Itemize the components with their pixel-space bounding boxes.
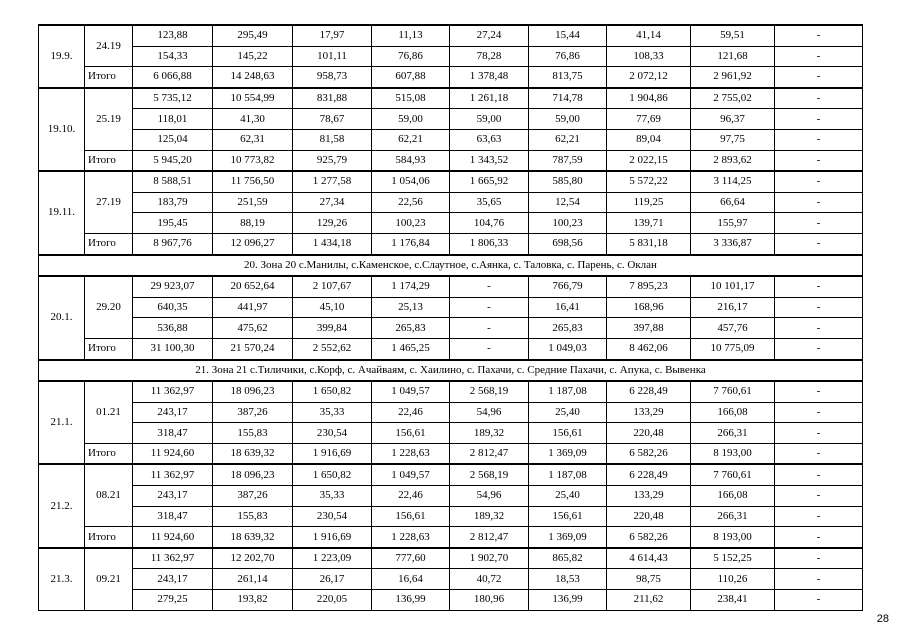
value-cell: 123,88 (133, 25, 213, 46)
value-cell: 101,11 (293, 46, 372, 67)
total-label: Итого (85, 67, 133, 88)
table-row (39, 171, 863, 192)
value-cell: - (775, 402, 863, 423)
value-cell: 78,67 (293, 109, 372, 130)
value-cell: 11 756,50 (213, 171, 293, 192)
table-body (39, 25, 863, 610)
table-row (39, 213, 863, 234)
total-value-cell: - (775, 443, 863, 464)
total-row (39, 67, 863, 88)
value-cell: 243,17 (133, 569, 213, 590)
subgroup-label: 01.21 (85, 381, 133, 443)
total-value-cell: 2 893,62 (691, 150, 775, 171)
value-cell: 125,04 (133, 129, 213, 150)
total-value-cell: 21 570,24 (213, 338, 293, 359)
table-row (39, 590, 863, 611)
value-cell: 129,26 (293, 213, 372, 234)
value-cell: 183,79 (133, 192, 213, 213)
value-cell: 220,05 (293, 590, 372, 611)
value-cell: 7 760,61 (691, 464, 775, 485)
total-label: Итого (85, 527, 133, 548)
value-cell: - (775, 276, 863, 297)
total-value-cell: 1 465,25 (372, 338, 450, 359)
value-cell: 118,01 (133, 109, 213, 130)
value-cell: - (775, 486, 863, 507)
value-cell: 1 650,82 (293, 464, 372, 485)
value-cell: 108,33 (607, 46, 691, 67)
value-cell: 295,49 (213, 25, 293, 46)
total-value-cell: 5 831,18 (607, 233, 691, 254)
total-value-cell: 18 639,32 (213, 527, 293, 548)
table-row (39, 129, 863, 150)
value-cell: 1 049,57 (372, 381, 450, 402)
subgroup-label: 29.20 (85, 276, 133, 338)
value-cell: 2 107,67 (293, 276, 372, 297)
value-cell: 266,31 (691, 506, 775, 527)
table-row (39, 109, 863, 130)
value-cell: 62,21 (529, 129, 607, 150)
value-cell: 8 588,51 (133, 171, 213, 192)
table-row (39, 548, 863, 569)
value-cell: 6 228,49 (607, 464, 691, 485)
value-cell: 20 652,64 (213, 276, 293, 297)
value-cell: - (775, 297, 863, 318)
subgroup-label: 25.19 (85, 88, 133, 150)
value-cell: 777,60 (372, 548, 450, 569)
value-cell: 251,59 (213, 192, 293, 213)
value-cell: 121,68 (691, 46, 775, 67)
value-cell: 7 895,23 (607, 276, 691, 297)
value-cell: 35,33 (293, 486, 372, 507)
value-cell: 18 096,23 (213, 464, 293, 485)
value-cell: 220,48 (607, 423, 691, 444)
value-cell: 2 568,19 (450, 381, 529, 402)
total-value-cell: 6 582,26 (607, 443, 691, 464)
value-cell: 35,65 (450, 192, 529, 213)
value-cell: 243,17 (133, 486, 213, 507)
value-cell: 166,08 (691, 402, 775, 423)
total-value-cell: 1 916,69 (293, 527, 372, 548)
value-cell: 139,71 (607, 213, 691, 234)
group-label: 21.3. (39, 548, 85, 610)
value-cell: 6 228,49 (607, 381, 691, 402)
value-cell: 1 174,29 (372, 276, 450, 297)
value-cell: 155,83 (213, 506, 293, 527)
table-row (39, 192, 863, 213)
value-cell: 1 223,09 (293, 548, 372, 569)
value-cell: 18,53 (529, 569, 607, 590)
total-value-cell: 1 343,52 (450, 150, 529, 171)
total-value-cell: 787,59 (529, 150, 607, 171)
value-cell: 11 362,97 (133, 381, 213, 402)
value-cell: 238,41 (691, 590, 775, 611)
value-cell: 62,21 (372, 129, 450, 150)
value-cell: 1 904,86 (607, 88, 691, 109)
subgroup-label: 27.19 (85, 171, 133, 233)
value-cell: - (450, 318, 529, 339)
value-cell: 5 572,22 (607, 171, 691, 192)
total-value-cell: - (775, 150, 863, 171)
total-value-cell: 10 775,09 (691, 338, 775, 359)
subgroup-label: 24.19 (85, 25, 133, 67)
table-row (39, 25, 863, 46)
total-value-cell: 31 100,30 (133, 338, 213, 359)
value-cell: 397,88 (607, 318, 691, 339)
value-cell: 5 152,25 (691, 548, 775, 569)
total-label: Итого (85, 150, 133, 171)
total-value-cell: 1 369,09 (529, 527, 607, 548)
value-cell: 156,61 (529, 423, 607, 444)
value-cell: 136,99 (372, 590, 450, 611)
total-value-cell: 11 924,60 (133, 527, 213, 548)
total-value-cell: - (775, 338, 863, 359)
value-cell: 714,78 (529, 88, 607, 109)
value-cell: 59,00 (372, 109, 450, 130)
value-cell: 97,75 (691, 129, 775, 150)
value-cell: 11,13 (372, 25, 450, 46)
value-cell: 45,10 (293, 297, 372, 318)
value-cell: 62,31 (213, 129, 293, 150)
total-value-cell: 2 812,47 (450, 443, 529, 464)
value-cell: 1 650,82 (293, 381, 372, 402)
total-value-cell: 8 462,06 (607, 338, 691, 359)
value-cell: 11 362,97 (133, 548, 213, 569)
value-cell: 16,41 (529, 297, 607, 318)
value-cell: - (775, 88, 863, 109)
value-cell: 27,24 (450, 25, 529, 46)
value-cell: 865,82 (529, 548, 607, 569)
value-cell: 166,08 (691, 486, 775, 507)
value-cell: 41,30 (213, 109, 293, 130)
total-value-cell: 607,88 (372, 67, 450, 88)
value-cell: 279,25 (133, 590, 213, 611)
value-cell: - (775, 46, 863, 67)
value-cell: 104,76 (450, 213, 529, 234)
zone-header-row (39, 360, 863, 382)
value-cell: 831,88 (293, 88, 372, 109)
total-value-cell: - (775, 67, 863, 88)
value-cell: 11 362,97 (133, 464, 213, 485)
value-cell: 76,86 (372, 46, 450, 67)
total-value-cell: 8 193,00 (691, 527, 775, 548)
value-cell: - (775, 171, 863, 192)
value-cell: 22,46 (372, 402, 450, 423)
value-cell: 59,00 (529, 109, 607, 130)
value-cell: 96,37 (691, 109, 775, 130)
subgroup-label: 09.21 (85, 548, 133, 610)
value-cell: 265,83 (529, 318, 607, 339)
total-value-cell: 958,73 (293, 67, 372, 88)
value-cell: - (775, 318, 863, 339)
value-cell: 1 261,18 (450, 88, 529, 109)
value-cell: 22,56 (372, 192, 450, 213)
total-value-cell: 6 066,88 (133, 67, 213, 88)
value-cell: - (775, 213, 863, 234)
zone-title: 20. Зона 20 с.Манилы, с.Каменское, с.Слаутное, с.Аянка, с. Таловка, с. Парень, с. Оклан (39, 255, 863, 277)
value-cell: 387,26 (213, 402, 293, 423)
value-cell: 81,58 (293, 129, 372, 150)
value-cell: 110,26 (691, 569, 775, 590)
total-row (39, 338, 863, 359)
group-label: 19.10. (39, 88, 85, 171)
value-cell: 26,17 (293, 569, 372, 590)
value-cell: - (775, 464, 863, 485)
value-cell: 54,96 (450, 402, 529, 423)
table-row (39, 381, 863, 402)
total-value-cell: 8 967,76 (133, 233, 213, 254)
total-value-cell: 1 806,33 (450, 233, 529, 254)
value-cell: 155,97 (691, 213, 775, 234)
table-row (39, 423, 863, 444)
value-cell: 12 202,70 (213, 548, 293, 569)
value-cell: 27,34 (293, 192, 372, 213)
total-value-cell: 2 072,12 (607, 67, 691, 88)
value-cell: 76,86 (529, 46, 607, 67)
tariff-table (38, 24, 863, 611)
total-value-cell: 1 369,09 (529, 443, 607, 464)
total-value-cell: 6 582,26 (607, 527, 691, 548)
group-label: 19.11. (39, 171, 85, 254)
value-cell: 119,25 (607, 192, 691, 213)
total-label: Итого (85, 443, 133, 464)
value-cell: - (775, 506, 863, 527)
value-cell: 216,17 (691, 297, 775, 318)
total-value-cell: 584,93 (372, 150, 450, 171)
value-cell: 35,33 (293, 402, 372, 423)
table-row (39, 88, 863, 109)
value-cell: 318,47 (133, 423, 213, 444)
value-cell: 1 054,06 (372, 171, 450, 192)
value-cell: 441,97 (213, 297, 293, 318)
total-value-cell: 14 248,63 (213, 67, 293, 88)
total-row (39, 233, 863, 254)
value-cell: 10 554,99 (213, 88, 293, 109)
total-value-cell: 2 961,92 (691, 67, 775, 88)
value-cell: 17,97 (293, 25, 372, 46)
total-value-cell: - (450, 338, 529, 359)
value-cell: 261,14 (213, 569, 293, 590)
total-value-cell: 1 228,63 (372, 527, 450, 548)
value-cell: 155,83 (213, 423, 293, 444)
group-label: 21.1. (39, 381, 85, 464)
value-cell: 168,96 (607, 297, 691, 318)
value-cell: 156,61 (372, 423, 450, 444)
value-cell: 766,79 (529, 276, 607, 297)
value-cell: - (775, 569, 863, 590)
value-cell: 536,88 (133, 318, 213, 339)
value-cell: 100,23 (529, 213, 607, 234)
group-label: 19.9. (39, 25, 85, 88)
value-cell: 133,29 (607, 402, 691, 423)
value-cell: 387,26 (213, 486, 293, 507)
total-row (39, 443, 863, 464)
total-value-cell: 1 228,63 (372, 443, 450, 464)
value-cell: 1 187,08 (529, 464, 607, 485)
value-cell: 1 277,58 (293, 171, 372, 192)
value-cell: 18 096,23 (213, 381, 293, 402)
value-cell: 193,82 (213, 590, 293, 611)
value-cell: - (775, 590, 863, 611)
value-cell: - (775, 192, 863, 213)
value-cell: 2 568,19 (450, 464, 529, 485)
total-value-cell: 2 022,15 (607, 150, 691, 171)
value-cell: 59,00 (450, 109, 529, 130)
total-value-cell: 5 945,20 (133, 150, 213, 171)
value-cell: 40,72 (450, 569, 529, 590)
value-cell: - (775, 381, 863, 402)
value-cell: 189,32 (450, 506, 529, 527)
value-cell: 515,08 (372, 88, 450, 109)
value-cell: 133,29 (607, 486, 691, 507)
total-value-cell: 698,56 (529, 233, 607, 254)
value-cell: 230,54 (293, 506, 372, 527)
value-cell: 156,61 (372, 506, 450, 527)
table-row (39, 402, 863, 423)
value-cell: 41,14 (607, 25, 691, 46)
value-cell: 3 114,25 (691, 171, 775, 192)
value-cell: 318,47 (133, 506, 213, 527)
table-row (39, 297, 863, 318)
value-cell: 154,33 (133, 46, 213, 67)
value-cell: 54,96 (450, 486, 529, 507)
value-cell: 100,23 (372, 213, 450, 234)
value-cell: 266,31 (691, 423, 775, 444)
total-value-cell: 10 773,82 (213, 150, 293, 171)
value-cell: 399,84 (293, 318, 372, 339)
total-value-cell: 1 434,18 (293, 233, 372, 254)
page-number: 28 (876, 613, 889, 625)
value-cell: 78,28 (450, 46, 529, 67)
table-row (39, 318, 863, 339)
value-cell: 25,40 (529, 486, 607, 507)
value-cell: 1 902,70 (450, 548, 529, 569)
value-cell: 22,46 (372, 486, 450, 507)
total-row (39, 150, 863, 171)
value-cell: 63,63 (450, 129, 529, 150)
value-cell: 66,64 (691, 192, 775, 213)
value-cell: 16,64 (372, 569, 450, 590)
value-cell: 2 755,02 (691, 88, 775, 109)
group-label: 21.2. (39, 464, 85, 547)
total-value-cell: 2 552,62 (293, 338, 372, 359)
value-cell: 585,80 (529, 171, 607, 192)
value-cell: 1 049,57 (372, 464, 450, 485)
table-row (39, 506, 863, 527)
total-value-cell: 1 176,84 (372, 233, 450, 254)
table-row (39, 46, 863, 67)
zone-header-row (39, 255, 863, 277)
value-cell: - (775, 25, 863, 46)
value-cell: 640,35 (133, 297, 213, 318)
total-value-cell: - (775, 527, 863, 548)
value-cell: - (775, 129, 863, 150)
total-row (39, 527, 863, 548)
table-row (39, 569, 863, 590)
value-cell: 230,54 (293, 423, 372, 444)
value-cell: - (450, 276, 529, 297)
value-cell: 7 760,61 (691, 381, 775, 402)
total-value-cell: 8 193,00 (691, 443, 775, 464)
value-cell: - (775, 548, 863, 569)
total-value-cell: 925,79 (293, 150, 372, 171)
value-cell: - (775, 423, 863, 444)
value-cell: 77,69 (607, 109, 691, 130)
table-row (39, 464, 863, 485)
zone-title: 21. Зона 21 с.Тиличики, с.Корф, с. Ачайваям, с. Хаилино, с. Пахачи, с. Средние Пахачи, с. Апука, с. Вывенка (39, 360, 863, 382)
value-cell: 156,61 (529, 506, 607, 527)
value-cell: 220,48 (607, 506, 691, 527)
value-cell: 88,19 (213, 213, 293, 234)
table-row (39, 486, 863, 507)
value-cell: 12,54 (529, 192, 607, 213)
value-cell: 136,99 (529, 590, 607, 611)
value-cell: 4 614,43 (607, 548, 691, 569)
value-cell: 59,51 (691, 25, 775, 46)
value-cell: 211,62 (607, 590, 691, 611)
value-cell: - (775, 109, 863, 130)
value-cell: 5 735,12 (133, 88, 213, 109)
value-cell: 195,45 (133, 213, 213, 234)
value-cell: 25,13 (372, 297, 450, 318)
value-cell: 475,62 (213, 318, 293, 339)
total-label: Итого (85, 233, 133, 254)
value-cell: 1 665,92 (450, 171, 529, 192)
total-value-cell: - (775, 233, 863, 254)
total-label: Итого (85, 338, 133, 359)
value-cell: 243,17 (133, 402, 213, 423)
value-cell: 98,75 (607, 569, 691, 590)
total-value-cell: 2 812,47 (450, 527, 529, 548)
value-cell: 189,32 (450, 423, 529, 444)
total-value-cell: 1 916,69 (293, 443, 372, 464)
total-value-cell: 18 639,32 (213, 443, 293, 464)
total-value-cell: 12 096,27 (213, 233, 293, 254)
total-value-cell: 813,75 (529, 67, 607, 88)
total-value-cell: 1 049,03 (529, 338, 607, 359)
value-cell: 15,44 (529, 25, 607, 46)
value-cell: 145,22 (213, 46, 293, 67)
value-cell: 180,96 (450, 590, 529, 611)
group-label: 20.1. (39, 276, 85, 359)
table-row (39, 276, 863, 297)
value-cell: 265,83 (372, 318, 450, 339)
value-cell: 25,40 (529, 402, 607, 423)
value-cell: 1 187,08 (529, 381, 607, 402)
value-cell: 10 101,17 (691, 276, 775, 297)
value-cell: - (450, 297, 529, 318)
total-value-cell: 3 336,87 (691, 233, 775, 254)
subgroup-label: 08.21 (85, 464, 133, 526)
total-value-cell: 1 378,48 (450, 67, 529, 88)
value-cell: 29 923,07 (133, 276, 213, 297)
value-cell: 457,76 (691, 318, 775, 339)
value-cell: 89,04 (607, 129, 691, 150)
total-value-cell: 11 924,60 (133, 443, 213, 464)
